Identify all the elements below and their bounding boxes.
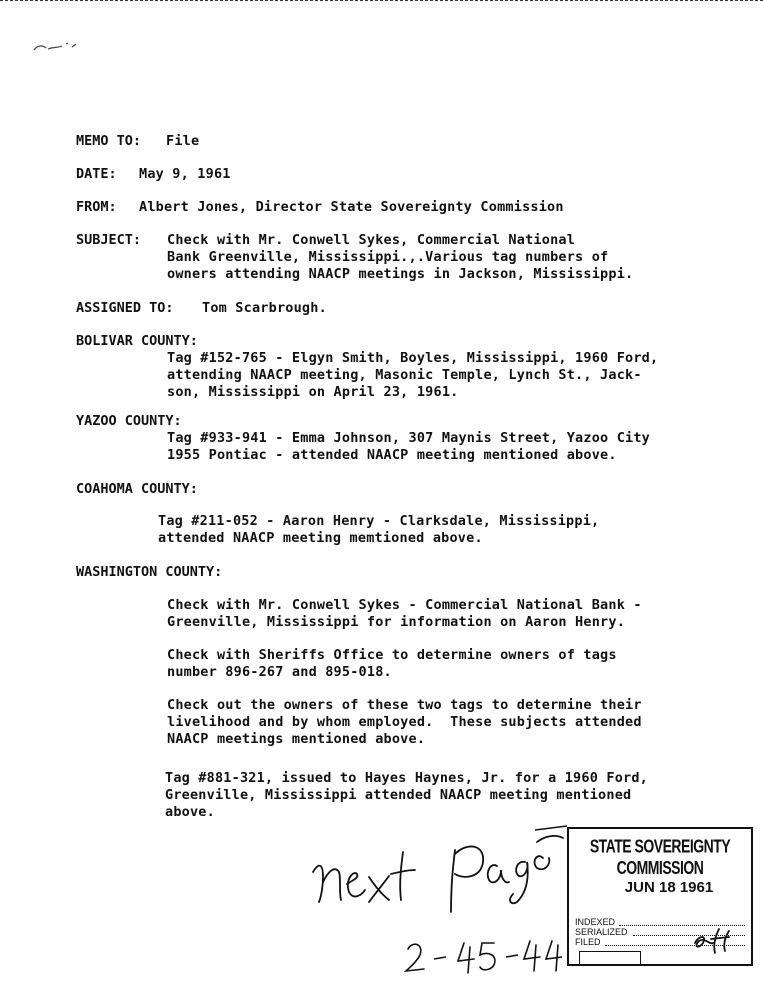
washington-para3-line: livelihood and by whom employed. These subjects attended [167, 714, 642, 730]
coahoma-line: attended NAACP meeting memtioned above. [158, 530, 483, 546]
date-value: May 9, 1961 [139, 166, 231, 182]
washington-para2-line: number 896-267 and 895-018. [167, 664, 392, 680]
yazoo-line: 1955 Pontiac - attended NAACP meeting mentioned above. [167, 447, 617, 463]
assigned-to-value: Tom Scarbrough. [202, 300, 327, 316]
date-label: DATE: [76, 166, 117, 182]
from-value: Albert Jones, Director State Sovereignty Commission [139, 199, 564, 215]
subject-label: SUBJECT: [76, 232, 142, 248]
stamp-date: JUN 18 1961 [624, 879, 714, 896]
washington-para3-line: NAACP meetings mentioned above. [167, 731, 426, 747]
washington-county-heading: WASHINGTON COUNTY: [76, 564, 223, 580]
handwritten-next-page [305, 822, 570, 917]
yazoo-line: Tag #933-941 - Emma Johnson, 307 Maynis Street, Yazoo City [167, 430, 651, 446]
memo-to-value: File [166, 133, 200, 149]
handwritten-initials [689, 925, 741, 955]
assigned-to-label: ASSIGNED TO: [76, 300, 174, 316]
subject-line: Check with Mr. Conwell Sykes, Commercial National [167, 232, 576, 248]
washington-para2-line: Check with Sheriffs Office to determine owners of tags [167, 647, 617, 663]
washington-para1-line: Check with Mr. Conwell Sykes - Commercial National Bank - [167, 597, 642, 613]
stamp-title: STATE SOVEREIGNTY COMMISSION [589, 835, 731, 879]
bolivar-line: son, Mississippi on April 23, 1961. [167, 384, 459, 400]
washington-para3-line: Check out the owners of these two tags to determine their [167, 697, 642, 713]
bolivar-county-heading: BOLIVAR COUNTY: [76, 333, 198, 349]
corner-scribble [32, 38, 80, 56]
washington-para4-line: Tag #881-321, issued to Hayes Haynes, Jr. for a 1960 Ford, [165, 770, 649, 786]
subject-line: Bank Greenville, Mississippi.,.Various tag numbers of [167, 249, 609, 265]
subject-line: owners attending NAACP meetings in Jackson, Mississippi. [167, 266, 634, 282]
bolivar-line: attending NAACP meeting, Masonic Temple, Lynch St., Jack- [167, 367, 642, 383]
coahoma-line: Tag #211-052 - Aaron Henry - Clarksdale, Mississippi, [158, 513, 600, 529]
memo-to-label: MEMO TO: [76, 133, 142, 149]
washington-para4-line: Greenville, Mississippi attended NAACP meeting mentioned [165, 787, 632, 803]
stamp-indexed-label: INDEXED [575, 917, 616, 927]
page-top-border [0, 0, 763, 4]
washington-para4-line: above. [165, 804, 215, 820]
stamp-box [579, 951, 641, 965]
coahoma-county-heading: COAHOMA COUNTY: [76, 481, 198, 497]
commission-stamp [567, 827, 753, 966]
stamp-filed-label: FILED [575, 937, 601, 947]
from-label: FROM: [76, 199, 117, 215]
bolivar-line: Tag #152-765 - Elgyn Smith, Boyles, Mississippi, 1960 Ford, [167, 350, 659, 366]
stamp-serialized-label: SERIALIZED [575, 927, 628, 937]
washington-para1-line: Greenville, Mississippi for information on Aaron Henry. [167, 614, 626, 630]
yazoo-county-heading: YAZOO COUNTY: [76, 413, 182, 429]
handwritten-file-number [402, 935, 562, 980]
